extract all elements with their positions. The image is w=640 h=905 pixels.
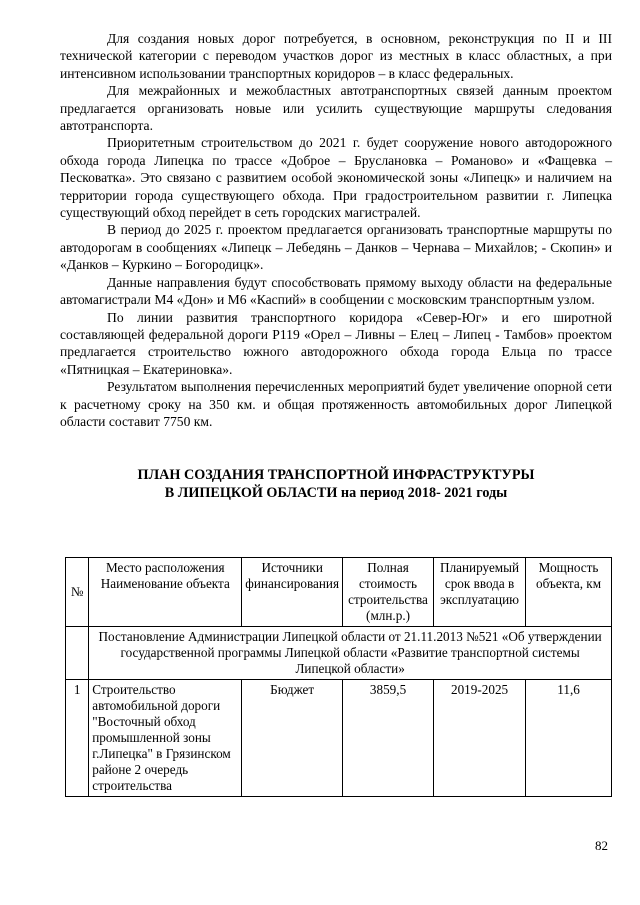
paragraph: По линии развития транспортного коридора «Север-Юг» и его широтной составляющей федеральной дороги Р119 «Орел – Ливны – Елец – Липец - Тамбов» проектом предлагается строительство южного автодорожного обхода города Ельца по трассе «Пятницкая – Екатериновка».: [60, 309, 612, 377]
document-page: [60, 30, 612, 502]
header-source: Источники финансирования: [242, 558, 343, 627]
header-cost: Полная стоимость строительства (млн.р.): [343, 558, 434, 627]
table-header-row: [66, 558, 612, 627]
row-power: 11,6: [526, 680, 612, 797]
header-name: Место расположения Наименование объекта: [89, 558, 242, 627]
section-title: [60, 466, 612, 502]
row-cost: 3859,5: [343, 680, 434, 797]
paragraph: Для создания новых дорог потребуется, в основном, реконструкция по II и III технической категории с переводом участков дорог из местных в класс областных, а при интенсивном использовании транспортных коридоров – в класс федеральных.: [60, 31, 612, 81]
paragraph: Для межрайонных и межобластных автотранспортных связей данным проектом предлагается организовать новые или усилить существующие маршруты следования автотранспорта.: [60, 83, 612, 134]
section-empty-cell: [66, 627, 89, 680]
infrastructure-plan-table: [65, 557, 612, 797]
title-line-1: ПЛАН СОЗДАНИЯ ТРАНСПОРТНОЙ ИНФРАСТРУКТУРЫ: [137, 467, 535, 484]
row-date: 2019-2025: [434, 680, 526, 797]
row-number: 1: [66, 680, 89, 797]
paragraph: Результатом выполнения перечисленных мероприятий будет увеличение опорной сети к расчетному сроку на 350 км. и общая протяженность автомобильных дорог Липецкой области составит 7750 км.: [60, 379, 612, 429]
section-caption: Постановление Администрации Липецкой области от 21.11.2013 №521 «Об утверждении государственной программы Липецкой области «Развитие транспортной системы Липецкой области»: [89, 627, 612, 680]
row-source: Бюджет: [242, 680, 343, 797]
row-name: Строительство автомобильной дороги "Восточный обход промышленной зоны г.Липецка" в Грязинском районе 2 очередь строительства: [89, 680, 242, 797]
table-section-row: [66, 627, 612, 680]
table-row: [66, 680, 612, 797]
title-line-2: В ЛИПЕЦКОЙ ОБЛАСТИ на период 2018- 2021 годы: [164, 485, 508, 502]
paragraph: В период до 2025 г. проектом предлагается организовать транспортные маршруты по автодорогам в сообщениях «Липецк – Лебедянь – Данков – Чернава – Михайлов; - Скопин» и «Данков – Куркино – Богородицк».: [60, 222, 612, 273]
header-power: Мощность объекта, км: [526, 558, 612, 627]
header-number: №: [66, 558, 89, 627]
paragraph: Данные направления будут способствовать прямому выходу области на федеральные автомагистрали М4 «Дон» и М6 «Каспий» в сообщении с московским транспортным узлом.: [60, 274, 612, 308]
paragraph: Приоритетным строительством до 2021 г. будет сооружение нового автодорожного обхода города Липецка по трассе «Доброе – Бруслановка – Романово» и «Фащевка – Песковатка». Это связано с развитием особой экономической зоны «Липецк» и наличием на территории города существующего обхода. При градостроительном развитии г. Липецка существующий обход перейдет в сеть городских магистралей.: [60, 135, 612, 221]
header-date: Планируемый срок ввода в эксплуатацию: [434, 558, 526, 627]
page-number: 82: [595, 838, 608, 853]
